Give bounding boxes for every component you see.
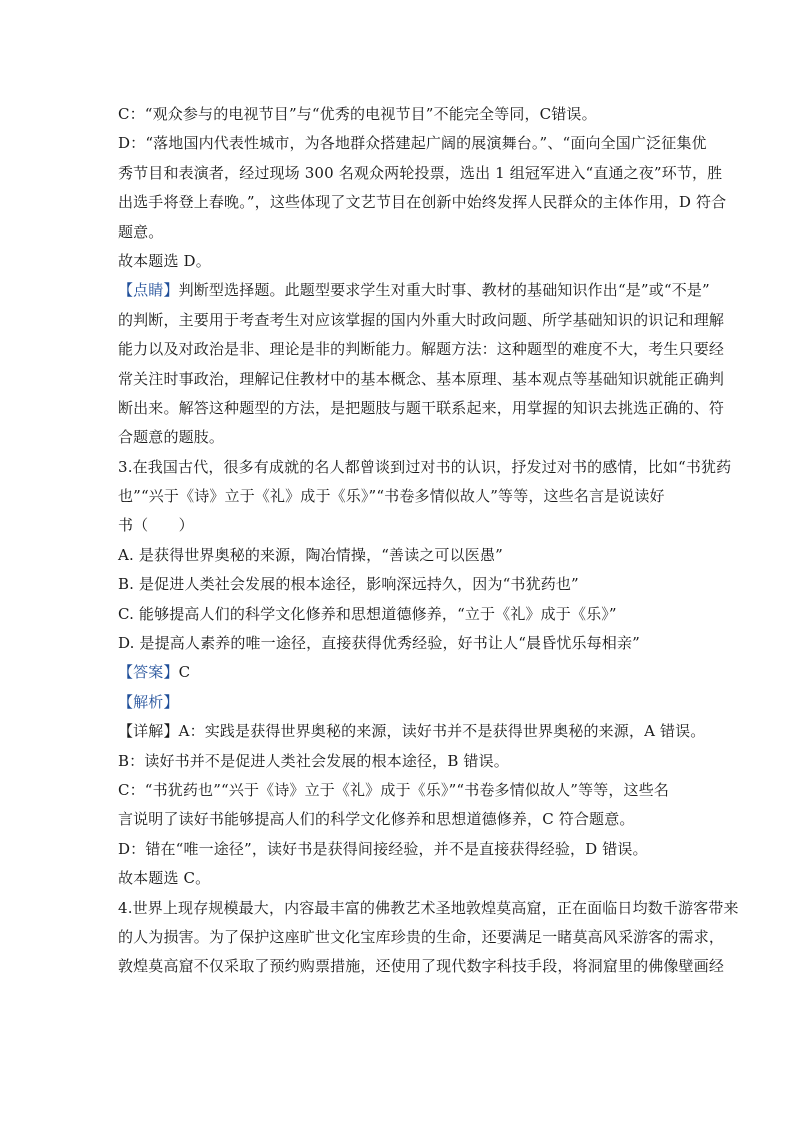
q2-dianjing-line-6: 合题意的题肢。 — [118, 428, 225, 447]
document-page — [118, 100, 739, 982]
q3-option-b: B. 是促进人类社会发展的根本途径，影响深远持久，因为“书犹药也” — [118, 575, 579, 594]
q2-option-d-analysis-line-3: 出选手将登上春晚。”，这些体现了文艺节目在创新中始终发挥人民群众的主体作用，D 符合 — [118, 193, 727, 212]
q4-stem-line-3: 敦煌莫高窟不仅采取了预约购票措施，还使用了现代数字科技手段，将洞窟里的佛像壁画经 — [118, 957, 725, 976]
q2-option-c-analysis: C：“观众参与的电视节目”与“优秀的电视节目”不能完全等同，C错误。 — [118, 105, 597, 123]
detail-a-text: A：实践是获得世界奥秘的来源，读好书并不是获得世界奥秘的来源，A 错误。 — [178, 722, 706, 741]
q2-dianjing-line-2: 的判断，主要用于考查考生对应该掌握的国内外重大时政问题、所学基础知识的识记和理解 — [118, 310, 725, 329]
q3-detail-d: D：错在“唯一途径”，读好书是获得间接经验，并不是直接获得经验，D 错误。 — [118, 839, 648, 858]
q4-stem-line-2: 的人为损害。为了保护这座旷世文化宝库珍贵的生命，还要满足一睹莫高风采游客的需求， — [118, 927, 725, 946]
q3-option-a: A. 是获得世界奥秘的来源，陶冶情操，“善读之可以医愚” — [118, 545, 503, 564]
q3-detail-c-line-1: C：“书犹药也”“兴于《诗》立于《礼》成于《乐》”“书卷多情似故人”等等，这些名 — [118, 780, 669, 799]
q2-conclusion: 故本题选 D。 — [118, 251, 211, 270]
q4-stem-line-1: 4.世界上现存规模最大，内容最丰富的佛教艺术圣地敦煌莫高窟，正在面临日均数千游客带来 — [118, 898, 739, 917]
answer-value: C — [178, 663, 191, 682]
q3-option-c: C. 能够提高人们的科学文化修养和思想道德修养，“立于《礼》成于《乐》” — [118, 604, 617, 623]
q2-dianjing-line-1 — [118, 276, 710, 305]
detail-tag: 【详解】 — [118, 722, 179, 741]
q3-conclusion: 故本题选 C。 — [118, 869, 211, 888]
q2-dianjing-line-4: 常关注时事政治，理解记住教材中的基本概念、基本原理、基本观点等基础知识就能正确判 — [118, 369, 725, 388]
q2-dianjing-line-5: 断出来。解答这种题型的方法，是把题肢与题干联系起来，用掌握的知识去挑选正确的、符 — [118, 398, 725, 417]
q2-dianjing-line-3: 能力以及对政治是非、理论是非的判断能力。解题方法：这种题型的难度不大，考生只要经 — [118, 340, 725, 359]
q3-stem-line-3: 书（ ） — [118, 516, 194, 535]
dianjing-text: 判断型选择题。此题型要求学生对重大时事、教材的基础知识作出“是”或“不是” — [178, 281, 710, 300]
q2-option-d-analysis-line-4: 题意。 — [118, 222, 164, 241]
answer-tag: 【答案】 — [118, 663, 179, 682]
q2-option-d-analysis-line-2: 秀节目和表演者，经过现场 300 名观众两轮投票，选出 1 组冠军进入“直通之夜”环节，胜 — [118, 163, 723, 182]
q3-stem-line-2: 也”“兴于《诗》立于《礼》成于《乐》”“书卷多情似故人”等等，这些名言是说读好 — [118, 487, 665, 506]
q3-answer — [118, 658, 678, 687]
q3-detail-c-line-2: 言说明了读好书能够提高人们的科学文化修养和思想道德修养，C 符合题意。 — [118, 810, 635, 829]
dianjing-tag: 【点睛】 — [118, 281, 179, 300]
jiexi-tag: 【解析】 — [118, 692, 179, 711]
q3-jiexi — [118, 688, 678, 717]
q3-option-d: D. 是提高人素养的唯一途径，直接获得优秀经验，好书让人“晨昏忧乐每相亲” — [118, 634, 640, 653]
q2-option-d-analysis-line-1: D：“落地国内代表性城市，为各地群众搭建起广阔的展演舞台。”、“面向全国广泛征集优 — [118, 134, 707, 153]
q3-detail-a — [118, 717, 706, 746]
q3-stem-line-1: 3.在我国古代，很多有成就的名人都曾谈到过对书的认识，抒发过对书的感情，比如“书犹药 — [118, 457, 732, 476]
q3-detail-b: B：读好书并不是促进人类社会发展的根本途径，B 错误。 — [118, 751, 509, 770]
